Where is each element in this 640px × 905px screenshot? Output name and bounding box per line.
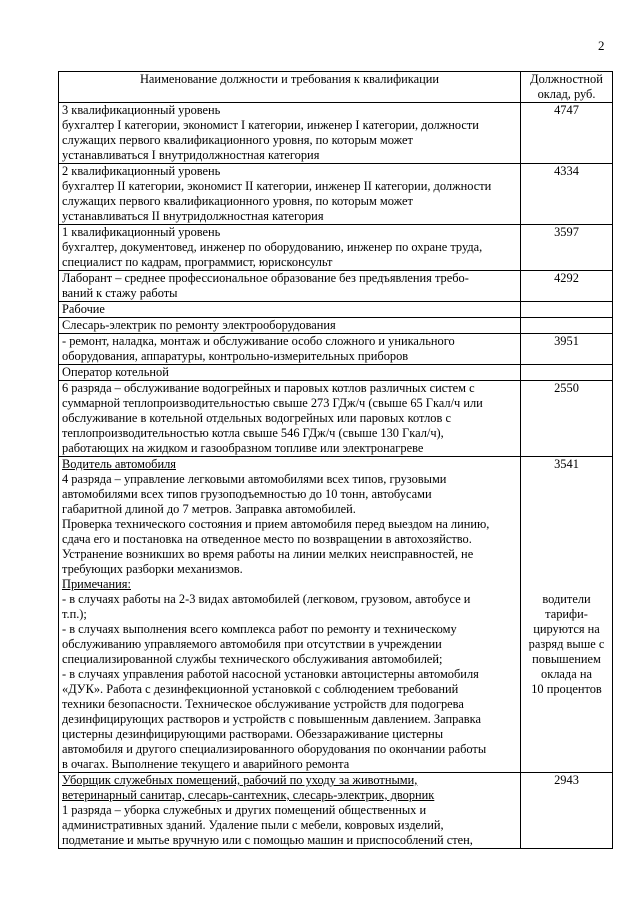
row-description: [59, 225, 521, 271]
driver-salary-cell: [521, 457, 613, 773]
row-salary: 3597: [521, 225, 613, 271]
notes-title: Примечания:: [62, 577, 131, 591]
driver-note-line: - в случаях выполнения всего комплекса работ по ремонту и техническому: [62, 622, 457, 636]
table-body: [59, 103, 613, 457]
header-salary-col: [521, 72, 613, 103]
row-text-line: - ремонт, наладка, монтаж и обслуживание особо сложного и уникального: [62, 334, 455, 348]
cleaner-salary: 2943: [521, 773, 613, 849]
table-row: [59, 225, 613, 271]
driver-text-line: Устранение возникших во время работы на линии мелких неисправностей, не: [62, 547, 474, 561]
driver-text-line: требующих разборки механизмов.: [62, 562, 243, 576]
table-row: [59, 381, 613, 457]
driver-note-line: дезинфицирующих растворов и устройств с повышенным давлением. Заправка: [62, 712, 481, 726]
row-salary: 4747: [521, 103, 613, 164]
driver-text-line: Проверка технического состояния и прием автомобиля перед выездом на линию,: [62, 517, 490, 531]
driver-note-line: автомобиля и другого специализированного оборудования по окончании работы: [62, 742, 487, 756]
driver-note-salary-line: цируются на: [533, 622, 600, 636]
driver-note-salary-line: 10 процентов: [531, 682, 602, 696]
driver-text-line: сдача его и постановка на отведенное место по возвращении в автохозяйство.: [62, 532, 472, 546]
row-text-line: Лаборант – среднее профессиональное образование без предъявления требо-: [62, 271, 469, 285]
driver-note-salary-line: оклада на: [541, 667, 592, 681]
row-salary: 4334: [521, 164, 613, 225]
row-description: [59, 365, 521, 381]
row-salary: [521, 302, 613, 318]
row-salary: [521, 318, 613, 334]
row-description: [59, 302, 521, 318]
driver-text-line: 4 разряда – управление легковыми автомобилями всех типов, грузовыми: [62, 472, 447, 486]
row-text-line: ваний к стажу работы: [62, 286, 178, 300]
driver-title: Водитель автомобиля: [62, 457, 176, 471]
driver-salary: 3541: [554, 457, 579, 471]
row-description: [59, 318, 521, 334]
row-description: [59, 103, 521, 164]
row-text-line: обслуживание в котельной отдельных водогрейных или паровых котлов с: [62, 411, 451, 425]
row-text-line: служащих первого квалификационного уровня, по которым может: [62, 133, 413, 147]
row-description: [59, 381, 521, 457]
row-salary: 2550: [521, 381, 613, 457]
driver-note-line: техники безопасности. Техническое обслуживание устройств для подогрева: [62, 697, 464, 711]
driver-description: [59, 457, 521, 773]
table-header-row: [59, 72, 613, 103]
driver-text-line: автомобилями всех типов грузоподъемностью до 10 тонн, автобусами: [62, 487, 432, 501]
row-text-line: 6 разряда – обслуживание водогрейных и паровых котлов различных систем с: [62, 381, 475, 395]
table-row: [59, 103, 613, 164]
driver-note-line: специализированной службы технического обслуживания автомобилей;: [62, 652, 443, 666]
driver-note-line: цистерны дезинфицирующими растворами. Обеззараживание цистерны: [62, 727, 444, 741]
row-text-line: 2 квалификационный уровень: [62, 164, 221, 178]
table-row: [59, 365, 613, 381]
table-row: [59, 302, 613, 318]
driver-note-line: «ДУК». Работа с дезинфекционной установкой с соблюдением требований: [62, 682, 459, 696]
row-salary: 4292: [521, 271, 613, 302]
driver-note-salary-line: тарифи-: [545, 607, 588, 621]
page-number: 2: [598, 38, 605, 53]
row-text-line: теплопроизводительностью котла свыше 546 ГДж/ч (свыше 130 Гкал/ч),: [62, 426, 444, 440]
row-description: [59, 164, 521, 225]
row-salary: 3951: [521, 334, 613, 365]
row-text-line: специалист по кадрам, программист, юрисконсульт: [62, 255, 333, 269]
cleaner-text-line: административных зданий. Удаление пыли с мебели, ковровых изделий,: [62, 818, 444, 832]
row-text-line: устанавливаться II внутридолжностная категория: [62, 209, 324, 223]
table-row: [59, 271, 613, 302]
table-row-cleaner: [59, 773, 613, 849]
row-text-line: Рабочие: [62, 302, 105, 316]
row-text-line: суммарной теплопроизводительностью свыше 273 ГДж/ч (свыше 65 Гкал/ч или: [62, 396, 483, 410]
driver-note-line: обслуживанию управляемого автомобиля при отсутствии в учреждении: [62, 637, 442, 651]
driver-note-salary-line: повышением: [532, 652, 601, 666]
positions-table: [58, 71, 613, 849]
cleaner-description: [59, 773, 521, 849]
cleaner-text-line: подметание и мытье вручную или с помощью машин и приспособлений стен,: [62, 833, 473, 847]
driver-note-salary-line: водители: [542, 592, 591, 606]
row-text-line: бухгалтер I категории, экономист I категории, инженер I категории, должности: [62, 118, 479, 132]
row-text-line: Оператор котельной: [62, 365, 169, 379]
cleaner-title-line: Уборщик служебных помещений, рабочий по уходу за животными,: [62, 773, 418, 787]
table-row: [59, 318, 613, 334]
table-row-driver: [59, 457, 613, 773]
cleaner-text-line: 1 разряда – уборка служебных и других помещений общественных и: [62, 803, 427, 817]
driver-note-line: - в случаях работы на 2-3 видах автомобилей (легковом, грузовом, автобусе и: [62, 592, 471, 606]
table-row: [59, 164, 613, 225]
row-text-line: бухгалтер, документовед, инженер по оборудованию, инженер по охране труда,: [62, 240, 483, 254]
row-salary: [521, 365, 613, 381]
driver-note-line: т.п.);: [62, 607, 87, 621]
row-text-line: устанавливаться I внутридолжностная категория: [62, 148, 320, 162]
table-row: [59, 334, 613, 365]
row-description: [59, 271, 521, 302]
header-salary-line: Должностной: [530, 72, 603, 86]
row-text-line: Слесарь-электрик по ремонту электрооборудования: [62, 318, 336, 332]
driver-note-line: - в случаях управления работой насосной установки автоцистерны автомобиля: [62, 667, 479, 681]
cleaner-title-line: ветеринарный санитар, слесарь-сантехник, слесарь-электрик, дворник: [62, 788, 435, 802]
row-text-line: 1 квалификационный уровень: [62, 225, 221, 239]
row-text-line: служащих первого квалификационного уровня, по которым может: [62, 194, 413, 208]
row-text-line: работающих на жидком и газообразном топливе или электронагреве: [62, 441, 424, 455]
driver-note-line: в очагах. Выполнение текущего и аварийного ремонта: [62, 757, 350, 771]
row-description: [59, 334, 521, 365]
row-text-line: бухгалтер II категории, экономист II категории, инженер II категории, должности: [62, 179, 492, 193]
header-name-col: Наименование должности и требования к квалификации: [59, 72, 521, 103]
driver-text-line: габаритной длиной до 7 метров. Заправка автомобилей.: [62, 502, 356, 516]
header-salary-line: оклад, руб.: [537, 87, 596, 101]
driver-note-salary-line: разряд выше с: [528, 637, 605, 651]
row-text-line: оборудования, аппаратуры, контрольно-измерительных приборов: [62, 349, 409, 363]
row-text-line: 3 квалификационный уровень: [62, 103, 221, 117]
